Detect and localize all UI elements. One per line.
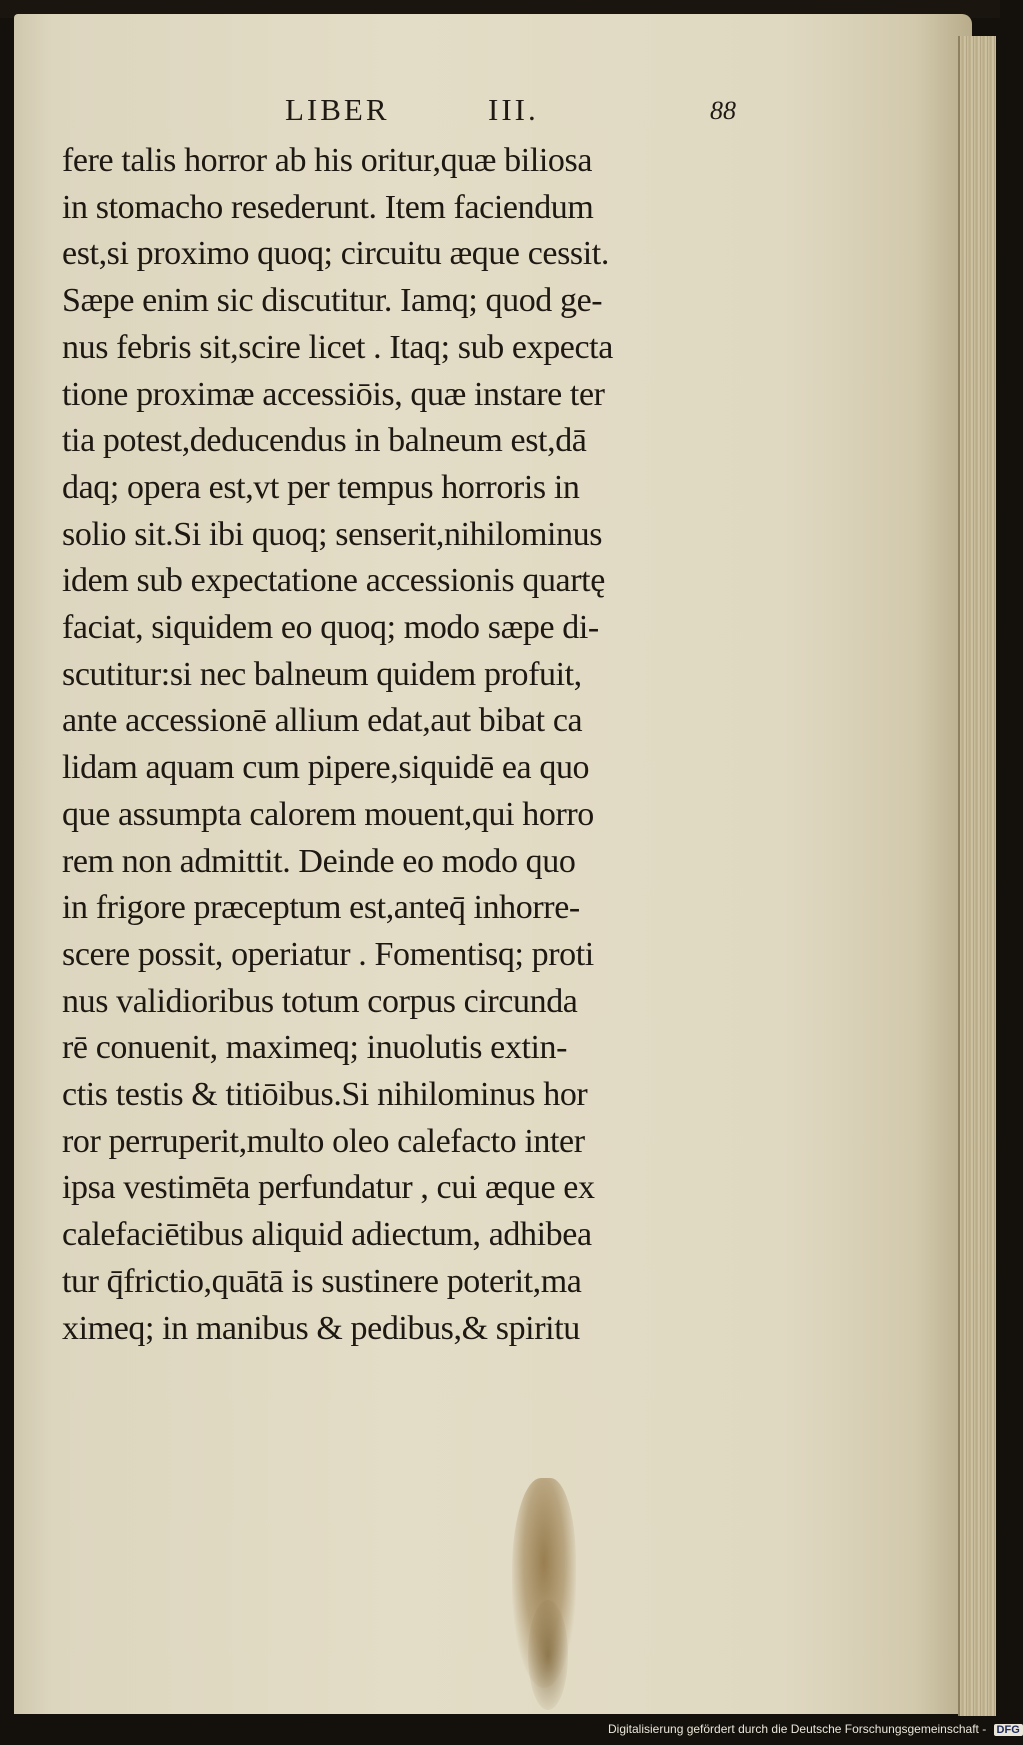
dfg-logo: DFG [994, 1724, 1023, 1736]
text-line: Sæpe enim sic discutitur. Iamq; quod ge- [62, 282, 603, 320]
text-line: scutitur:si nec balneum quidem profuit, [62, 655, 582, 693]
text-line: rem non admittit. Deinde eo modo quo [62, 842, 576, 880]
text-line: in stomacho resederunt. Item faciendum [62, 188, 594, 226]
folio-number: 88 [710, 96, 736, 125]
text-line: calefaciētibus aliquid adiectum, adhibea [62, 1216, 592, 1254]
text-line: scere possit, operiatur . Fomentisq; proti [62, 935, 594, 973]
text-line: tia potest,deducendus in balneum est,dā [62, 422, 587, 460]
text-line: solio sit.Si ibi quoq; senserit,nihilominus [62, 515, 603, 553]
text-line: lidam aquam cum pipere,siquidē ea quo [62, 749, 590, 787]
text-line: ipsa vestimēta perfundatur , cui æque ex [62, 1169, 595, 1207]
text-line: nus validioribus totum corpus circunda [62, 982, 578, 1020]
text-line: tione proximæ accessiōis, quæ instare ter [62, 375, 605, 413]
text-line: est,si proximo quoq; circuitu æque cessit. [62, 235, 609, 273]
text-line: que assumpta calorem mouent,qui horro [62, 795, 594, 833]
paper-stain [528, 1600, 568, 1710]
page-edges [958, 36, 996, 1716]
text-line: fere talis horror ab his oritur,quæ biliosa [62, 142, 593, 179]
running-header [0, 92, 1000, 132]
text-line: ante accessionē allium edat,aut bibat ca [62, 702, 583, 740]
text-line: ximeq; in manibus & pedibus,& spiritu [62, 1309, 580, 1347]
text-line: nus febris sit,scire licet . Itaq; sub expecta [62, 328, 613, 366]
text-line: faciat, siquidem eo quoq; modo sæpe di- [62, 609, 599, 647]
running-title: LIBER [285, 92, 390, 127]
text-line: idem sub expectatione accessionis quartę [62, 562, 605, 600]
body-text [62, 138, 762, 1352]
credit-text: Digitalisierung gefördert durch die Deutsche Forschungsgemeinschaft - [608, 1722, 987, 1736]
text-line: rē conuenit, maximeq; inuolutis extin- [62, 1029, 568, 1067]
text-line: tur q̄frictio,quātā is sustinere poterit,ma [62, 1262, 582, 1300]
text-line: daq; opera est,vt per tempus horroris in [62, 468, 580, 506]
book-number: III. [488, 92, 539, 127]
text-line: ror perruperit,multo oleo calefacto inter [62, 1122, 585, 1160]
digitization-credit [608, 1722, 1023, 1736]
text-line: ctis testis & titiōibus.Si nihilominus hor [62, 1076, 588, 1114]
text-line: in frigore præceptum est,anteq̄ inhorre- [62, 889, 580, 927]
